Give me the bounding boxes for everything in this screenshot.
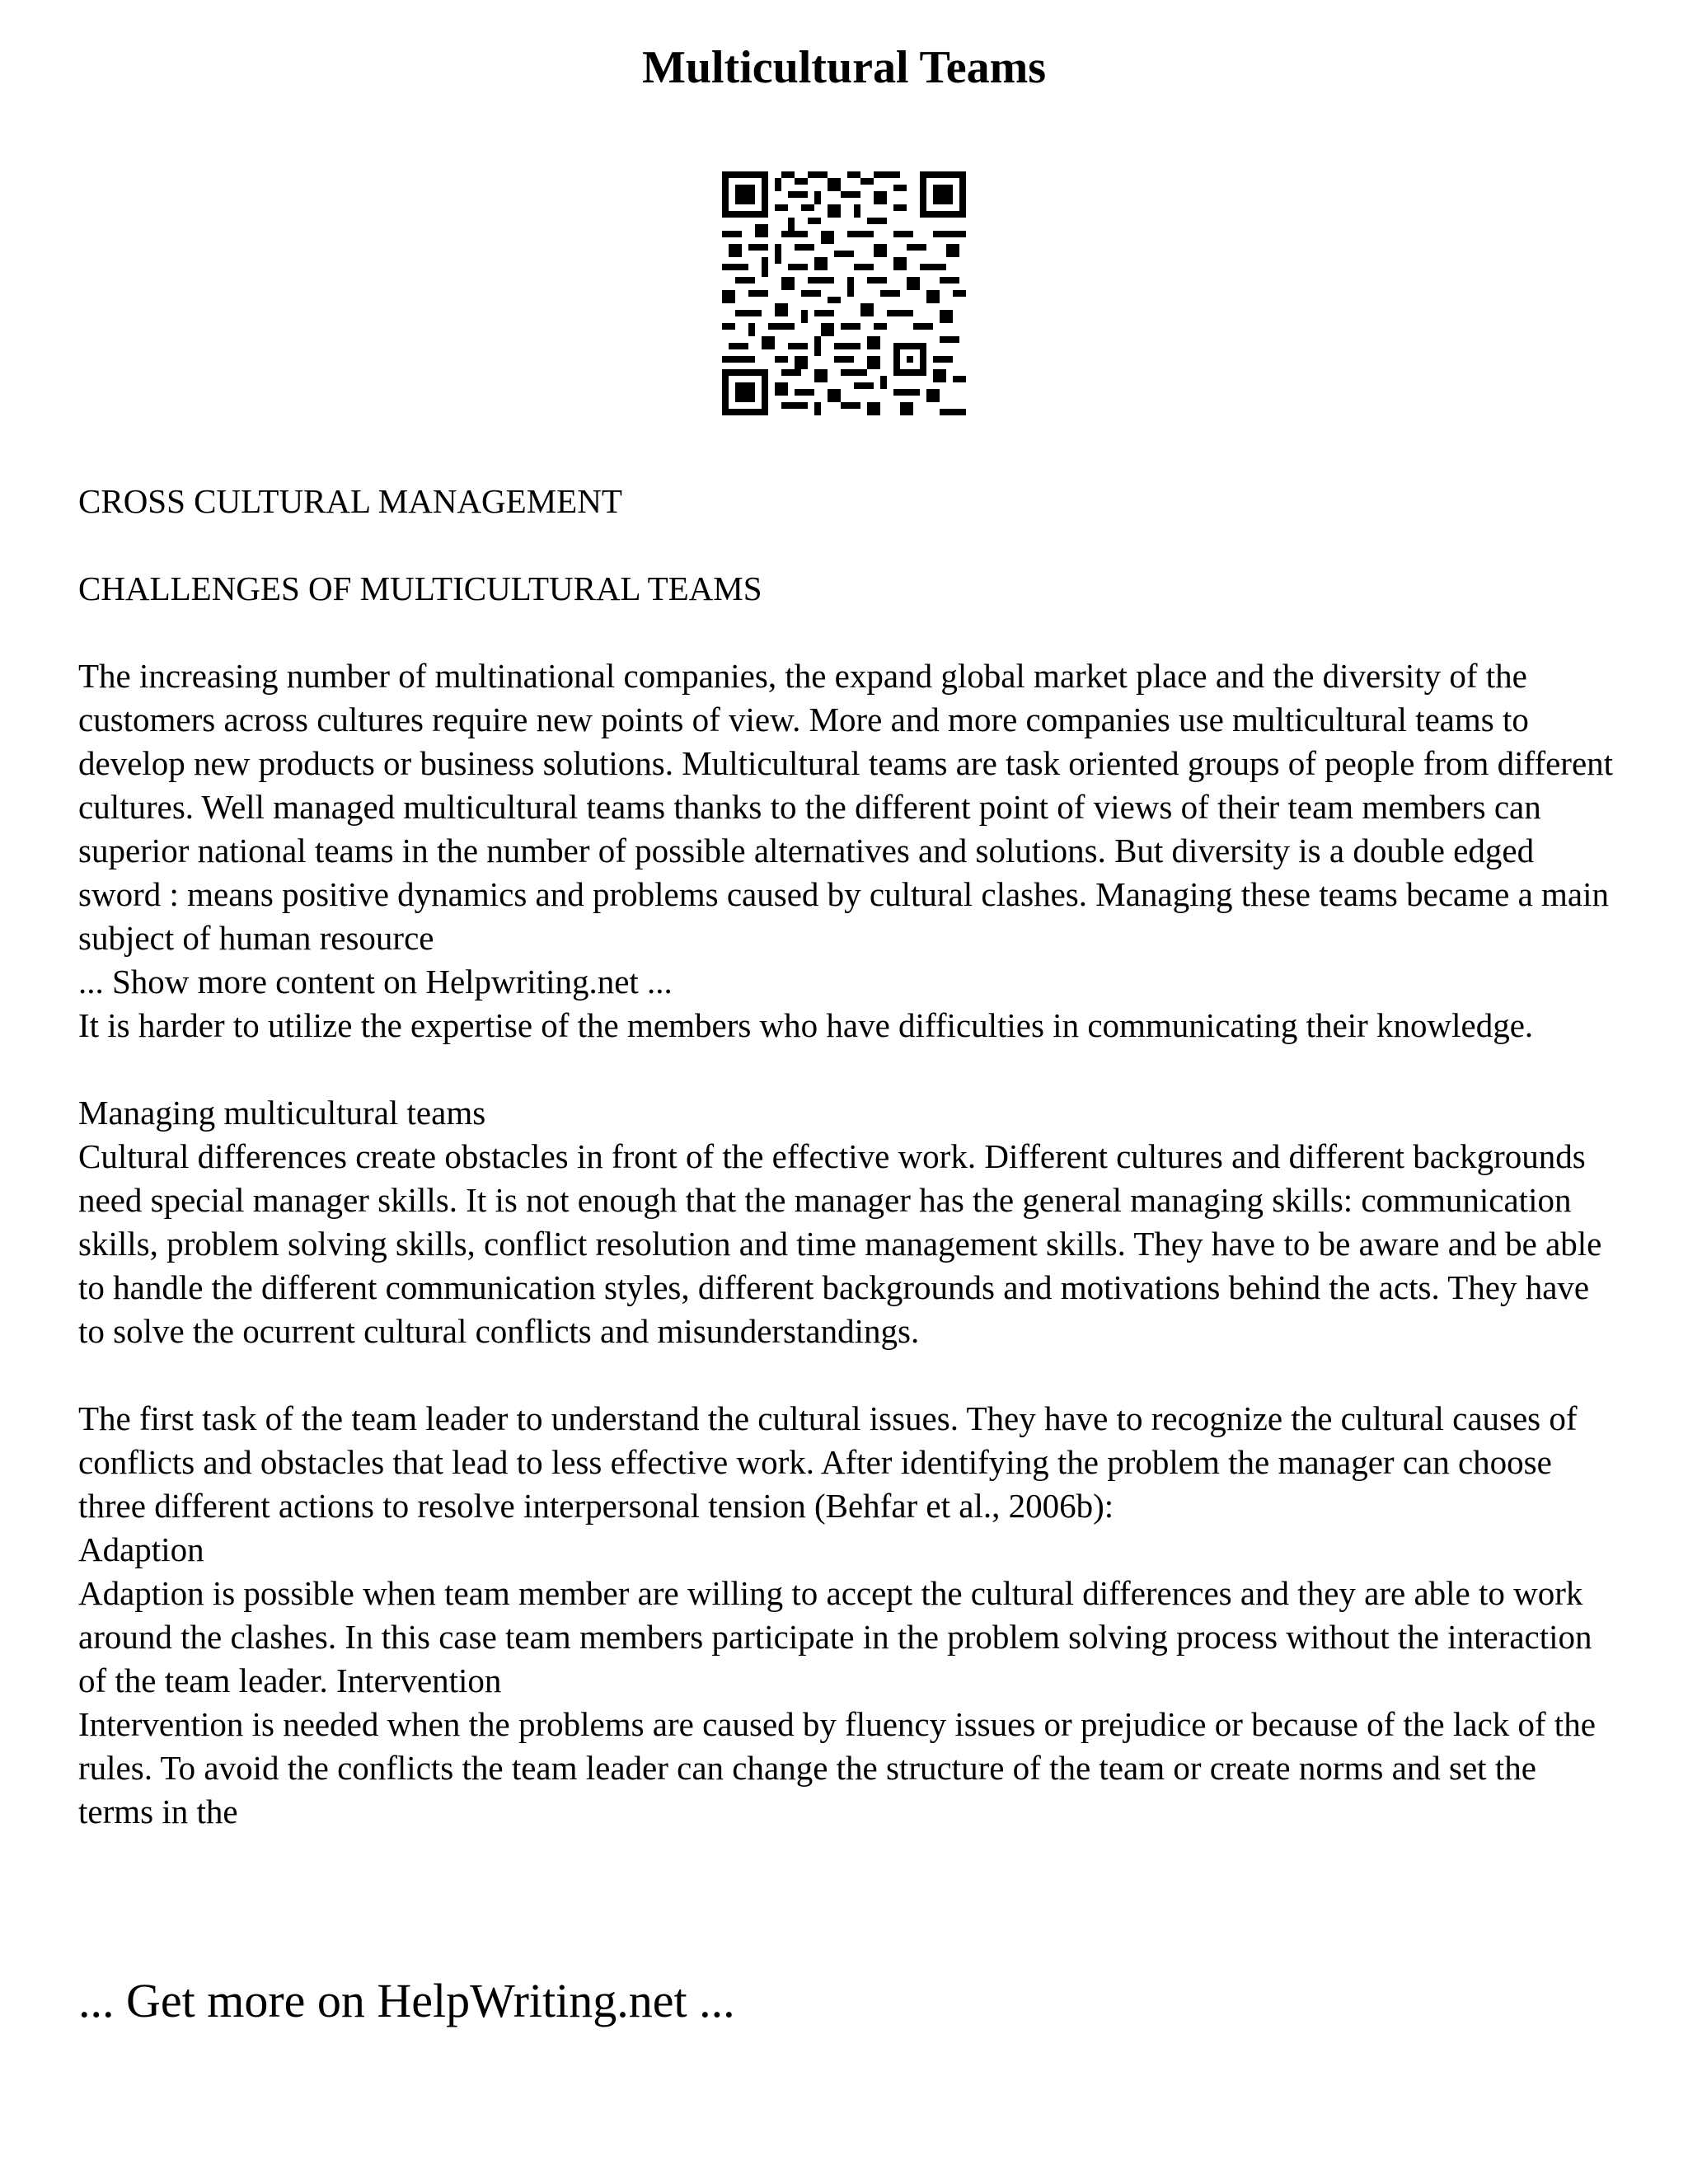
- paragraph-cultural-differences: Cultural differences create obstacles in front of the effective work. Different cultures and different backgrounds need special manager skills. It is not enough that the manager has the general managing skills: communication skills, problem solving skills, conflict resolution and time management skills. They have to be aware and be able to handle the different communication styles, different backgrounds and motivations behind the acts. They have to solve the ocurrent cultural conflicts and misunderstandings.: [78, 1137, 1602, 1350]
- show-more-link[interactable]: ... Show more content on Helpwriting.net ...: [78, 963, 673, 1001]
- spacer: [78, 611, 1620, 654]
- paragraph-first-task: The first task of the team leader to understand the cultural issues. They have to recognize the cultural causes of conflicts and obstacles that lead to less effective work. After identifying the problem the manager can choose three different actions to resolve interpersonal tension (Behfar et al., 2006b):: [78, 1399, 1578, 1525]
- paragraph-intervention: Intervention is needed when the problems are caused by fluency issues or prejudice or because of the lack of the rules. To avoid the conflicts the team leader can change the structure of the team or create norms and set the terms in the: [78, 1705, 1596, 1830]
- paragraph-adaption: Adaption is possible when team member are willing to accept the cultural differences and they are able to work around the clashes. In this case team members participate in the problem solving process without the interaction of the team leader. Intervention: [78, 1574, 1592, 1699]
- document-title: Multicultural Teams: [641, 42, 1047, 93]
- get-more-link[interactable]: ... Get more on HelpWriting.net ...: [78, 1974, 735, 2027]
- managing-heading: Managing multicultural teams: [78, 1094, 486, 1132]
- paragraph-expertise: It is harder to utilize the expertise of the members who have difficulties in communicating their knowledge.: [78, 1006, 1534, 1044]
- spacer: [78, 1353, 1620, 1397]
- section-heading: CROSS CULTURAL MANAGEMENT: [78, 482, 622, 520]
- subheading: CHALLENGES OF MULTICULTURAL TEAMS: [78, 569, 762, 607]
- adaption-heading: Adaption: [78, 1530, 204, 1568]
- paragraph-intro: The increasing number of multinational companies, the expand global market place and the diversity of the customers across cultures require new points of view. More and more companies use multicultural teams to develop new products or business solutions. Multicultural teams are task oriented groups of people from different cultures. Well managed multicultural teams thanks to the different point of views of their team members can superior national teams in the number of possible alternatives and solutions. But diversity is a double edged sword : means positive dynamics and problems caused by cultural clashes. Managing these teams became a main subject of human resource: [78, 657, 1614, 957]
- qr-code: [722, 171, 966, 415]
- spacer: [78, 523, 1620, 567]
- document-body: [78, 480, 1620, 1834]
- spacer: [78, 1047, 1620, 1091]
